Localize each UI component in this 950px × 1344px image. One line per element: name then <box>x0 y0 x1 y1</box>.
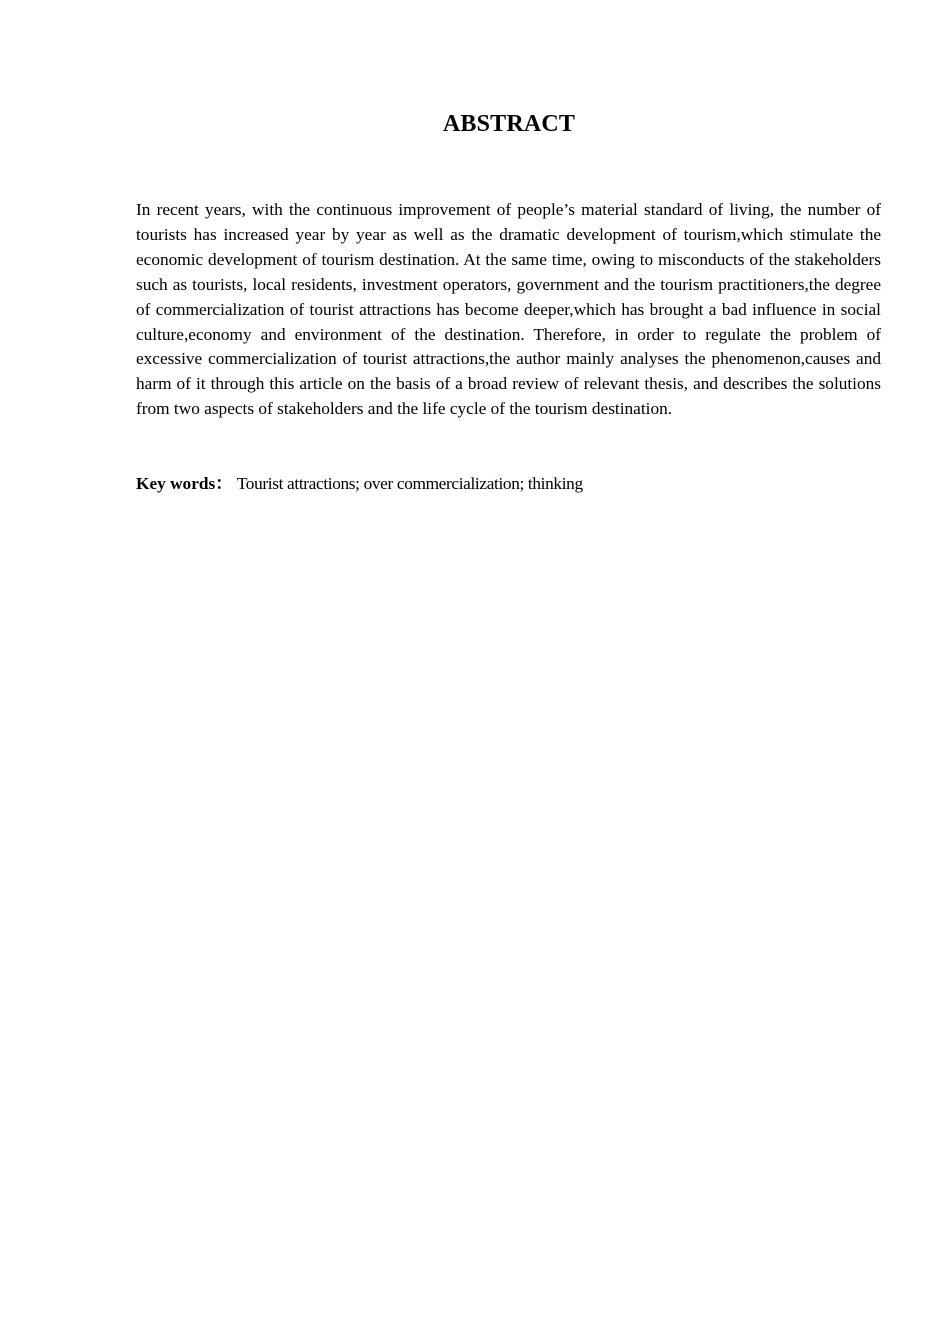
abstract-title: ABSTRACT <box>442 111 576 137</box>
keywords-value: Tourist attractions; over commercialization; thinking <box>236 474 583 493</box>
abstract-paragraph: In recent years, with the continuous improvement of people’s material standard of living, the number of tourists has increased year by year as well as the dramatic development of tourism,which stimulate the economic development of tourism destination. At the same time, owing to misconducts of the stakeholders such as tourists, local residents, investment operators, government and the tourism practitioners,the degree of commercialization of tourist attractions has become deeper,which has brought a bad influence in social culture,economy and environment of the destination. Therefore, in order to regulate the problem of excessive commercialization of tourist attractions,the author mainly analyses the phenomenon,causes and harm of it through this article on the basis of a broad review of relevant thesis, and describes the solutions from two aspects of stakeholders and the life cycle of the tourism destination. <box>136 200 881 419</box>
keywords-label: Key words： <box>136 474 233 493</box>
keywords-line <box>136 472 881 497</box>
